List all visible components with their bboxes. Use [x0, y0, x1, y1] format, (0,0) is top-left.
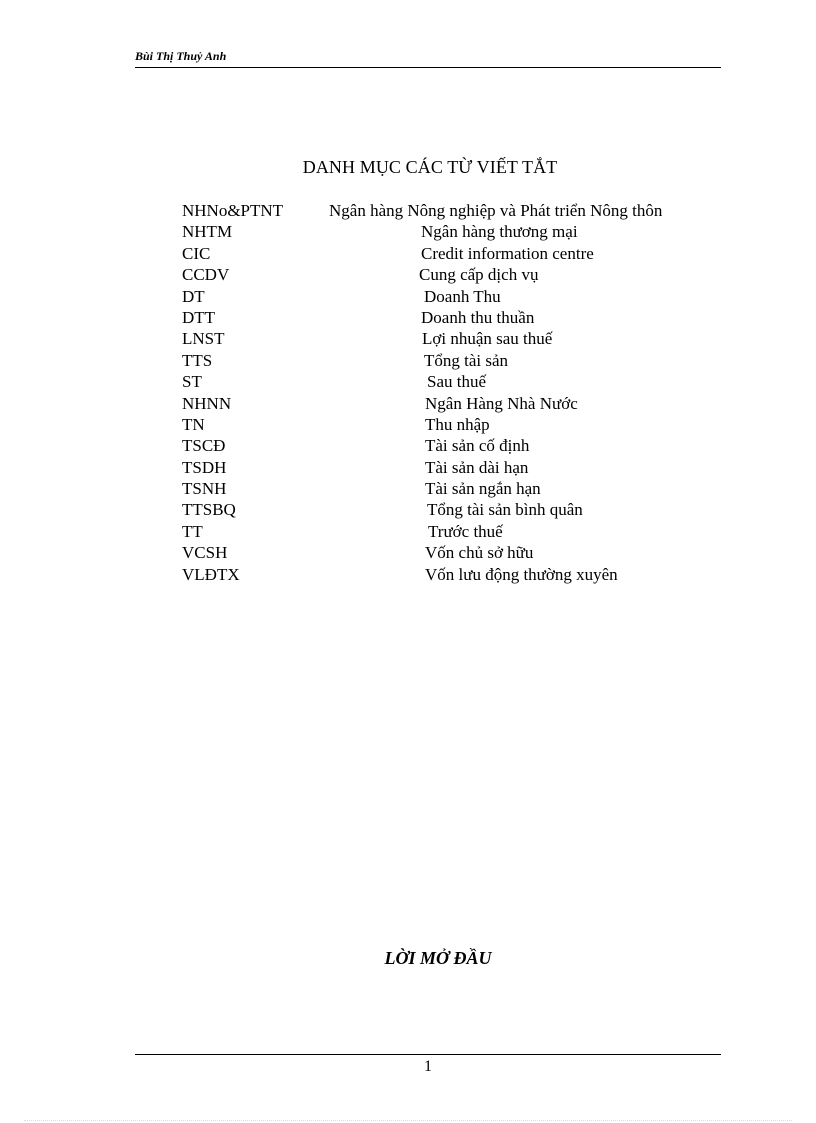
- abbreviation-code: CIC: [182, 243, 211, 263]
- abbreviation-meaning: Sau thuế: [427, 372, 487, 392]
- abbreviation-row: [182, 435, 742, 456]
- abbreviation-code: NHTM: [182, 222, 233, 242]
- abbreviation-row: [182, 521, 742, 542]
- abbreviation-row: [182, 350, 742, 371]
- abbreviation-meaning: Lợi nhuận sau thuế: [422, 329, 553, 349]
- abbreviation-code: TSDH: [182, 457, 227, 477]
- abbreviation-row: [182, 286, 742, 307]
- abbreviation-row: [182, 264, 742, 285]
- abbreviation-meaning: Tài sản ngắn hạn: [425, 479, 541, 499]
- abbreviation-meaning: Ngân hàng Nông nghiệp và Phát triển Nông thôn: [329, 201, 663, 220]
- abbreviation-row: [182, 478, 742, 499]
- abbreviation-code: LNST: [182, 329, 225, 349]
- abbreviation-meaning: Doanh thu thuần: [421, 307, 535, 327]
- abbreviation-meaning: Credit information centre: [421, 243, 594, 263]
- header-author: Bùi Thị Thuỷ Anh: [135, 49, 227, 63]
- abbreviation-meaning: Tài sản dài hạn: [425, 457, 529, 477]
- abbreviation-code: DT: [182, 286, 205, 306]
- abbreviations-title: DANH MỤC CÁC TỪ VIẾT TẮT: [302, 157, 558, 177]
- abbreviation-row: [182, 371, 742, 392]
- abbreviation-code: TTSBQ: [182, 500, 236, 520]
- abbreviation-code: CCDV: [182, 265, 230, 285]
- abbreviation-meaning: Trước thuế: [428, 521, 503, 541]
- abbreviation-meaning: Ngân Hàng Nhà Nước: [425, 393, 578, 413]
- abbreviation-code: VCSH: [182, 543, 228, 563]
- introduction-heading: LỜI MỞ ĐẦU: [384, 948, 492, 968]
- abbreviation-code: DTT: [182, 307, 216, 327]
- abbreviation-row: [182, 564, 742, 585]
- abbreviation-code: ST: [182, 372, 202, 392]
- abbreviation-code: NHNN: [182, 393, 232, 413]
- abbreviation-code: VLĐTX: [182, 564, 240, 584]
- abbreviation-meaning: Ngân hàng thương mại: [421, 222, 578, 242]
- abbreviation-meaning: Thu nhập: [425, 414, 490, 434]
- abbreviation-row: [182, 200, 742, 221]
- abbreviation-code: TN: [182, 414, 205, 434]
- abbreviation-row: [182, 243, 742, 264]
- abbreviation-row: [182, 457, 742, 478]
- abbreviation-row: [182, 414, 742, 435]
- abbreviation-row: [182, 328, 742, 349]
- abbreviation-meaning: Vốn lưu động thường xuyên: [425, 564, 618, 584]
- page-edge-divider: [24, 1120, 792, 1121]
- abbreviation-row: [182, 393, 742, 414]
- abbreviation-meaning: Tổng tài sản: [424, 350, 509, 370]
- abbreviation-code: TSCĐ: [182, 436, 226, 456]
- abbreviation-meaning: Tổng tài sản bình quân: [427, 500, 583, 520]
- abbreviation-code: NHNo&PTNT: [182, 201, 284, 220]
- page-number: 1: [424, 1058, 432, 1075]
- abbreviation-meaning: Doanh Thu: [424, 286, 501, 306]
- abbreviation-meaning: Vốn chủ sở hữu: [425, 543, 534, 563]
- page-footer-rule: [135, 1054, 721, 1055]
- abbreviation-row: [182, 307, 742, 328]
- abbreviation-code: TT: [182, 521, 203, 541]
- abbreviation-row: [182, 221, 742, 242]
- abbreviation-code: TSNH: [182, 479, 227, 499]
- abbreviation-meaning: Tài sản cố định: [425, 436, 530, 456]
- abbreviation-meaning: Cung cấp dịch vụ: [419, 265, 539, 285]
- page-header: [135, 48, 721, 68]
- abbreviation-code: TTS: [182, 350, 213, 370]
- abbreviation-row: [182, 499, 742, 520]
- abbreviations-list: [182, 200, 742, 585]
- abbreviation-row: [182, 542, 742, 563]
